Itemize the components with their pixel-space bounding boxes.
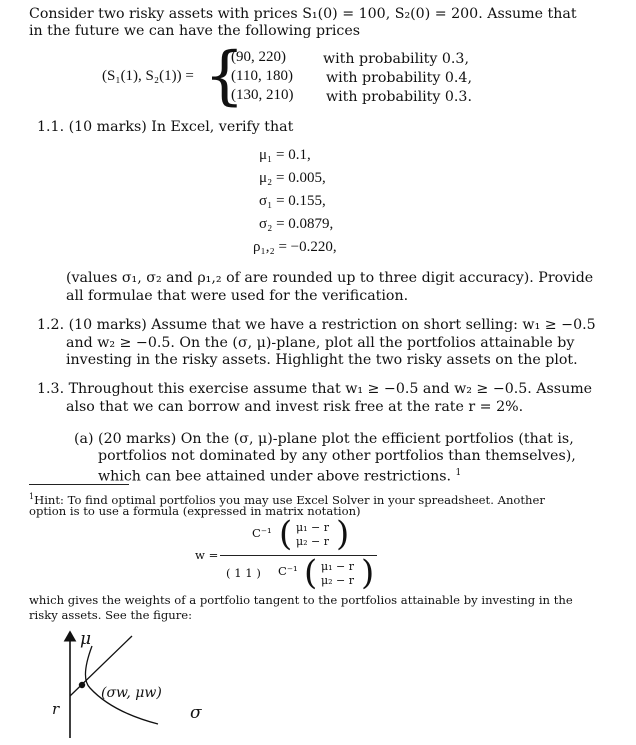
q1-3a-line-3: [98, 464, 461, 486]
fraction-bar: [220, 555, 377, 556]
formula-ones: ( 1 1 ): [226, 566, 261, 580]
intro-line-2: in the future we can have the following prices: [29, 23, 361, 39]
num-paren-right: ): [336, 514, 350, 554]
q1-1-note-1: (values σ₁, σ₂ and ρ₁,₂ of are rounded up to three digit accuracy). Provide: [66, 270, 594, 286]
tangency-label: (σw, μw): [101, 685, 162, 701]
scenario-prob-3: with probability 0.3.: [326, 89, 472, 105]
footnote-mark: 1: [29, 492, 35, 501]
num-paren-left: (: [279, 514, 293, 554]
left-brace: {: [204, 39, 245, 113]
scenario-pair-1: (90, 220): [231, 49, 286, 65]
eq-mu1: μ₁ = 0.1,: [259, 147, 311, 163]
den-vec-top: μ₁ − r: [321, 560, 355, 573]
den-paren-right: ): [361, 553, 375, 593]
tangency-point: [79, 682, 85, 688]
num-vec-bot: μ₂ − r: [296, 535, 330, 548]
num-vec-top: μ₁ − r: [296, 521, 330, 534]
scenario-lhs: (S₁(1), S₂(1)) =: [102, 68, 194, 84]
eq-mu2: μ₂ = 0.005,: [259, 170, 326, 186]
q1-2-line-1: 1.2. (10 marks) Assume that we have a restriction on short selling: w₁ ≥ −0.5: [37, 317, 596, 333]
footnote-line-4: risky assets. See the figure:: [29, 608, 193, 622]
y-axis-label: μ: [80, 629, 92, 649]
eq-rho12: ρ₁,₂ = −0.220,: [253, 239, 337, 255]
eq-sigma2: σ₂ = 0.0879,: [259, 216, 334, 232]
footnote-rule: [29, 484, 129, 485]
den-vec-bot: μ₂ − r: [321, 574, 355, 587]
q1-2-line-2: and w₂ ≥ −0.5. On the (σ, μ)-plane, plot all the portfolios attainable by: [66, 335, 575, 351]
eq-sigma1: σ₁ = 0.155,: [259, 193, 326, 209]
scenario-prob-2: with probability 0.4,: [326, 70, 472, 86]
scenario-pair-3: (130, 210): [231, 87, 294, 103]
intro-line-1: Consider two risky assets with prices S₁(0) = 100, S₂(0) = 200. Assume that: [29, 6, 577, 22]
footnote-ref: 1: [455, 468, 462, 478]
q1-3a-line-1: (a) (20 marks) On the (σ, μ)-plane plot the efficient portfolios (that is,: [74, 431, 574, 447]
formula-cinv-num: C⁻¹: [252, 526, 272, 540]
q1-3a-line-3-text: which can bee attained under above restrictions.: [98, 468, 452, 485]
formula-lhs: w =: [195, 548, 219, 562]
formula-cinv-den: C⁻¹: [278, 564, 298, 578]
footnote-line-1-text: Hint: To find optimal portfolios you may use Excel Solver in your spreadsheet. Another: [34, 492, 545, 507]
x-axis-label: σ: [190, 703, 202, 723]
q1-3-line-1: 1.3. Throughout this exercise assume that w₁ ≥ −0.5 and w₂ ≥ −0.5. Assume: [37, 381, 593, 397]
den-paren-left: (: [304, 553, 318, 593]
risk-free-label: r: [52, 700, 60, 718]
q1-3-line-2: also that we can borrow and invest risk free at the rate r = 2%.: [66, 399, 524, 415]
q1-1-label: 1.1. (10 marks) In Excel, verify that: [37, 119, 294, 135]
q1-3a-line-2: portfolios not dominated by any other portfolios than themselves),: [98, 448, 576, 464]
scenario-prob-1: with probability 0.3,: [323, 51, 469, 67]
q1-2-line-3: investing in the risky assets. Highlight the two risky assets on the plot.: [66, 352, 578, 368]
q1-1-note-2: all formulae that were used for the verification.: [66, 288, 409, 304]
scenario-pair-2: (110, 180): [231, 68, 293, 84]
footnote-line-3: which gives the weights of a portfolio tangent to the portfolios attainable by investing in the: [29, 593, 573, 607]
footnote-line-2: option is to use a formula (expressed in matrix notation): [29, 504, 361, 518]
tangent-figure: [30, 626, 230, 741]
